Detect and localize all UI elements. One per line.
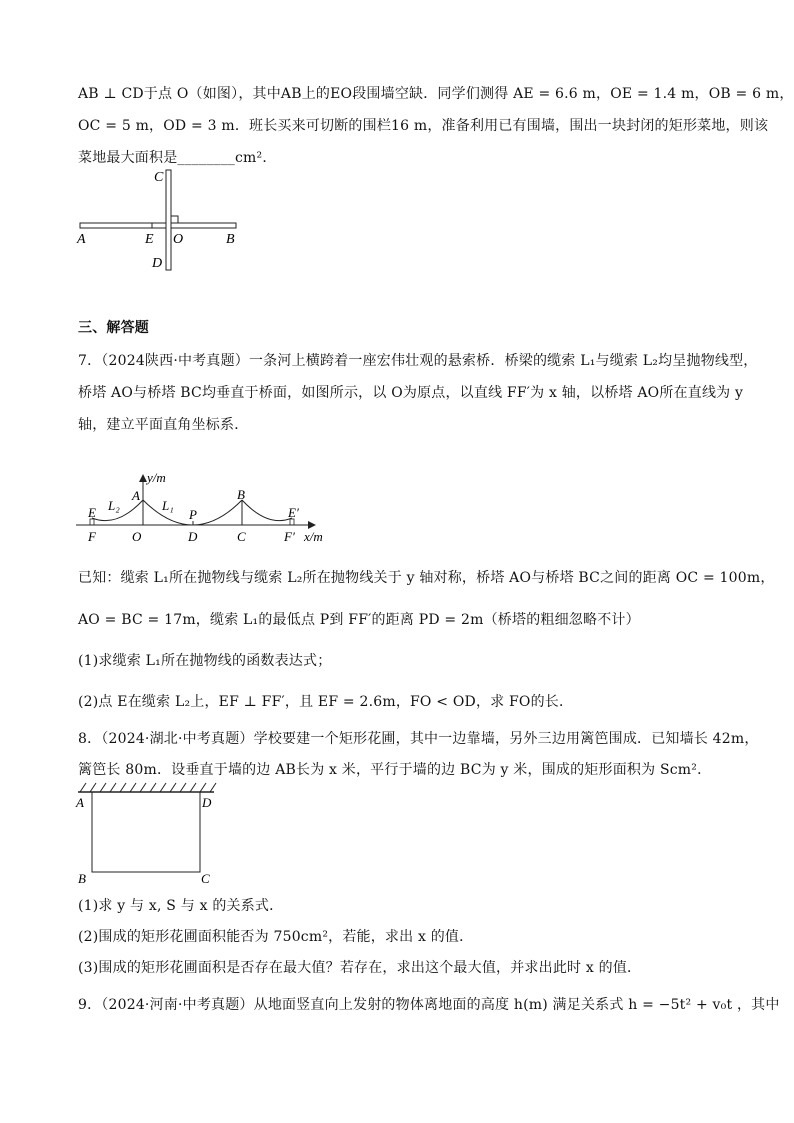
q7-text-line-1: 7．（2024陕西·中考真题）一条河上横跨着一座宏伟壮观的悬索桥．桥梁的缆索 L₁与缆索 L₂均呈抛物线型，	[78, 353, 758, 369]
q8-text-line-1: 8．（2024·湖北·中考真题）学校要建一个矩形花圃，其中一边靠墙，另外三边用篱笆围成．已知墙长 42m，	[78, 731, 759, 747]
q6-text-line-2: OC = 5 m，OD = 3 m．班长买来可切断的围栏16 m，准备利用已有围墙，围出一块封闭的矩形菜地，则该	[78, 118, 769, 134]
q8-subquestion-3: (3)围成的矩形花圃面积是否存在最大值？若存在，求出这个最大值，并求出此时 x 的值．	[78, 960, 642, 976]
q8-subquestion-2: (2)围成的矩形花圃面积能否为 750cm²，若能，求出 x 的值．	[78, 929, 474, 945]
label-c: C	[237, 529, 246, 544]
q7-text-line-2: 桥塔 AO与桥塔 BC均垂直于桥面，如图所示，以 O为原点，以直线 FF′为 x 轴，以桥塔 AO所在直线为 y	[78, 385, 744, 401]
label-fp: F′	[284, 529, 295, 544]
q7-subquestion-2: (2)点 E在缆索 L₂上，EF ⊥ FF′，且 EF = 2.6m，FO < OD，求 FO的长．	[78, 694, 574, 710]
q8-garden-figure	[72, 780, 222, 888]
label-l2: L₂	[108, 498, 120, 513]
label-e: E	[145, 232, 154, 247]
label-b: B	[226, 232, 235, 247]
right-angle-mark	[171, 216, 178, 223]
label-c: C	[201, 871, 210, 886]
label-a: A	[77, 232, 86, 247]
label-b: B	[78, 871, 86, 886]
label-a: A	[76, 795, 84, 810]
section-heading: 三、解答题	[78, 320, 149, 336]
q7-subquestion-1: (1)求缆索 L₁所在抛物线的函数表达式；	[78, 653, 332, 669]
q8-subquestion-1: (1)求 y 与 x, S 与 x 的关系式．	[78, 898, 284, 914]
label-e: E	[88, 505, 96, 520]
cable-right	[242, 500, 292, 521]
label-l1: L₁	[162, 498, 174, 513]
wall-ab	[80, 223, 236, 228]
label-o: O	[132, 529, 142, 544]
q8-text-line-2: 篱笆长 80m．设垂直于墙的边 AB长为 x 米，平行于墙的边 BC为 y 米，围成的矩形面积为 Scm²．	[78, 762, 712, 778]
q7-known-line-1: 已知：缆索 L₁所在抛物线与缆索 L₂所在抛物线关于 y 轴对称，桥塔 AO与桥塔 BC之间的距离 OC = 100m，	[78, 570, 775, 586]
label-p: P	[189, 507, 197, 522]
label-d: D	[202, 795, 212, 810]
q7-known-line-2: AO = BC = 17m，缆索 L₁的最低点 P到 FF′的距离 PD = 2m（桥塔的粗细忽略不计）	[78, 612, 640, 628]
q9-text-line-1: 9．（2024·河南·中考真题）从地面竖直向上发射的物体离地面的高度 h(m) 满足关系式 h = −5t² + v₀t ，其中	[78, 997, 780, 1013]
label-f: F	[88, 529, 96, 544]
wall-hatching	[80, 783, 216, 792]
label-ylabel: y/m	[147, 470, 166, 485]
wall-cd	[166, 170, 171, 270]
garden-rectangle	[92, 792, 200, 872]
label-d: D	[152, 256, 163, 271]
label-d: D	[188, 529, 198, 544]
q7-bridge-figure	[72, 470, 334, 548]
q6-text-line-1: AB ⊥ CD于点 O（如图），其中AB上的EO段围墙空缺．同学们测得 AE = 6.6 m，OE = 1.4 m，OB = 6 m，	[78, 86, 794, 102]
q6-wall-figure	[70, 166, 250, 274]
label-c: C	[154, 170, 164, 185]
label-xlabel: x/m	[304, 529, 323, 544]
label-o: O	[173, 232, 184, 247]
label-b: B	[237, 487, 245, 502]
q6-text-line-3: 菜地最大面积是________cm²．	[78, 150, 277, 166]
label-a: A	[132, 488, 140, 503]
q7-text-line-3: 轴，建立平面直角坐标系．	[78, 417, 249, 433]
label-ep: E′	[288, 505, 299, 520]
